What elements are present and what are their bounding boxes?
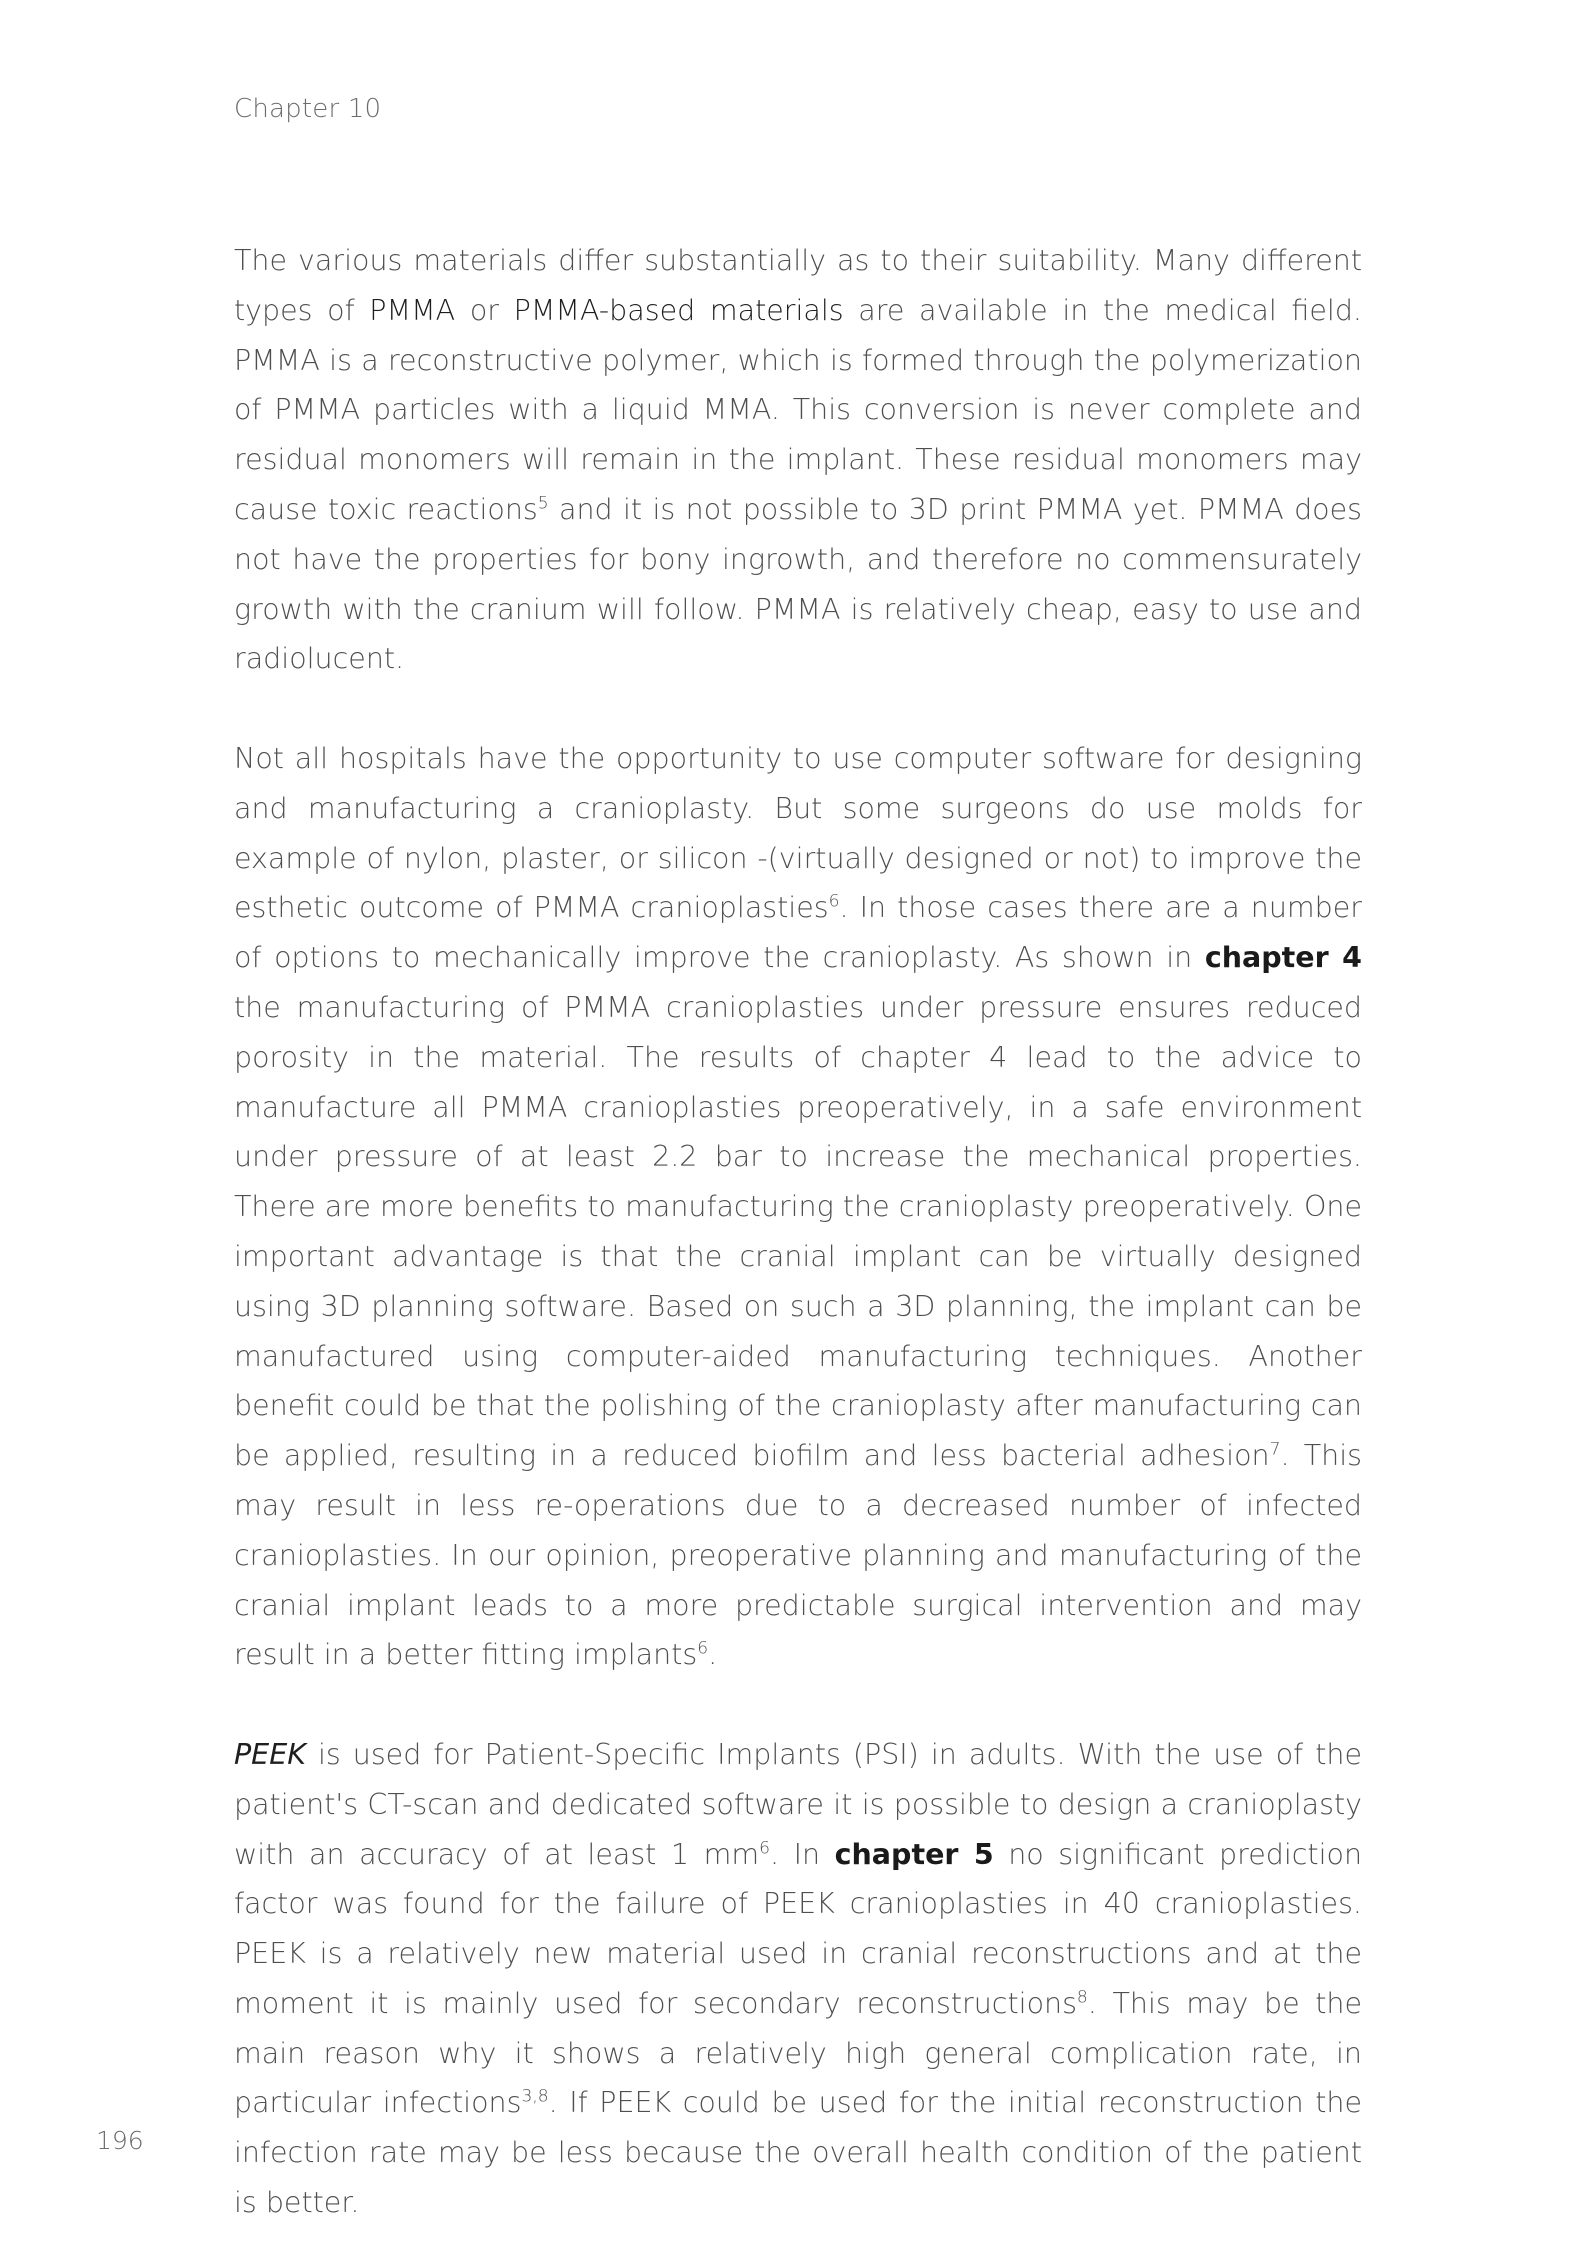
emphasized-term: PEEK (234, 1737, 306, 1771)
text-run: no significant prediction factor was found for the failure of PEEK cranioplasties in 40 cranioplasties. PEEK is a relatively new material used in cranial reconstructions and at the moment it is mainly used for secondary reconstructions (234, 1837, 1363, 2020)
page-number: 196 (96, 2126, 144, 2155)
emphasized-term: chapter 5 (834, 1837, 994, 1871)
citation-superscript: 5 (537, 493, 549, 514)
emphasized-term: PMMA (369, 293, 456, 327)
text-run: are available in the medical field. PMMA is a reconstructive polymer, which is formed through the polymerization of PMMA particles with a liquid MMA. This conversion is never complete and residual monomers will remain in the implant. These residual monomers may cause toxic reactions (234, 293, 1362, 526)
text-run: . This may result in less re-operations due to a decreased number of infected cranioplasties. In our opinion, preoperative planning and manufacturing of the cranial implant leads to a more predictable surgical intervention and may result in a better fitting implants (234, 1439, 1362, 1672)
running-head: Chapter 10 (234, 94, 382, 124)
citation-superscript: 8 (1076, 1987, 1088, 2008)
text-run: . In those cases there are a number of options to mechanically improve the cranioplasty. As shown in (234, 891, 1362, 975)
text-run: and it is not possible to 3D print PMMA yet. PMMA does not have the properties for bony ingrowth, and therefore no commensurately growth with the cranium will follow. PMMA is relatively cheap, easy to use and radiolucent. (234, 492, 1362, 676)
paragraph-peek (234, 1730, 1362, 2228)
paragraph-cranioplasty-manufacturing (234, 734, 1362, 1680)
text-run: is used for Patient-Specific Implants (PSI) in adults. With the use of the patient's CT-scan and dedicated software it is possible to design a cranioplasty with an accuracy of at least 1 mm (234, 1737, 1362, 1871)
citation-superscript: 6 (697, 1638, 709, 1659)
text-run: . In (770, 1837, 835, 1871)
citation-superscript: 7 (1269, 1439, 1281, 1460)
text-run: Not all hospitals have the opportunity to use computer software for designing and manufacturing a cranioplasty. But some surgeons do use molds for example of nylon, plaster, or silicon -(virtually designed or not) to improve the esthetic outcome of PMMA cranioplasties (234, 741, 1362, 925)
citation-superscript: 6 (759, 1838, 770, 1858)
text-run: the manufacturing of PMMA cranioplasties under pressure ensures reduced porosity in the material. The results of chapter 4 lead to the advice to manufacture all PMMA cranioplasties preoperatively, in a safe environment under pressure of at least 2.2 bar to increase the mechanical properties. There are more benefits to manufacturing the cranioplasty preoperatively. One important advantage is that the cranial implant can be virtually designed using 3D planning software. Based on such a 3D planning, the implant can be manufactured using computer-aided manufacturing techniques. Another benefit could be that the polishing of the cranioplasty after manufacturing can be applied, resulting in a reduced biofilm and less bacterial adhesion (234, 990, 1362, 1473)
emphasized-term: chapter 4 (1204, 941, 1362, 975)
text-run: . (708, 1638, 718, 1672)
citation-superscript: 3,8 (521, 2086, 549, 2107)
paragraph-pmma (234, 236, 1362, 684)
text-run: or (455, 293, 514, 327)
citation-superscript: 6 (828, 891, 840, 912)
text-run: . If PEEK could be used for the initial reconstruction the infection rate may be less because the overall health condition of the patient is better. (234, 2086, 1362, 2220)
emphasized-term: PMMA-based materials (513, 293, 844, 327)
body-text (234, 236, 1362, 2228)
text-run: . This may be the main reason why it shows a relatively high general complication rate, in particular infections (234, 1986, 1363, 2120)
text-run: The various materials differ substantially as to their suitability. Many different types of (234, 244, 1362, 327)
